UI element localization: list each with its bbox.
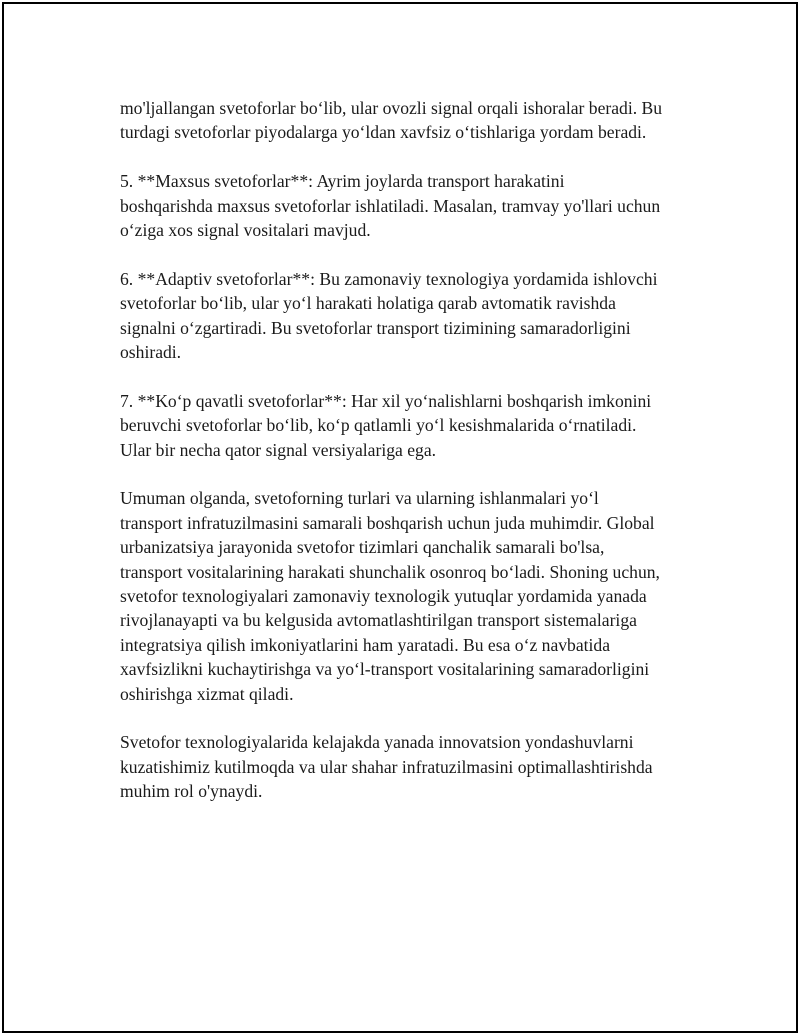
page-frame: [2, 2, 798, 1033]
paragraph-item-7: 7. **Ko‘p qavatli svetoforlar**: Har xil yo‘nalishlarni boshqarish imkonini beruvchi svetoforlar bo‘lib, ko‘p qatlamli yo‘l kesishmalarida o‘rnatiladi. Ular bir necha qator signal versiyalariga ega.: [120, 390, 652, 460]
document-body: [120, 96, 695, 828]
paragraph-item-6: 6. **Adaptiv svetoforlar**: Bu zamonaviy texnologiya yordamida ishlovchi svetoforlar bo‘lib, ular yo‘l harakati holatiga qarab avtomatik ravishda signalni o‘zgartiradi. Bu svetoforlar transport tizimining samaradorligini oshiradi.: [120, 268, 658, 363]
paragraph-conclusion: Svetofor texnologiyalarida kelajakda yanada innovatsion yondashuvlarni kuzatishimiz kutilmoqda va ular shahar infratuzilmasini optimallashtirishda muhim rol o'ynaydi.: [120, 732, 653, 802]
paragraph-intro-continuation: mo'ljallangan svetoforlar bo‘lib, ular ovozli signal orqali ishoralar beradi. Bu turdagi svetoforlar piyodalarga yo‘ldan xavfsiz o‘tishlariga yordam beradi.: [120, 98, 663, 143]
paragraph-summary: Umuman olganda, svetoforning turlari va ularning ishlanmalari yo‘l transport infratuzilmasini samarali boshqarish uchun juda muhimdir. Global urbanizatsiya jarayonida svetofor tizimlari qanchalik samarali bo'lsa, transport vositalarining harakati shunchalik osonroq bo‘ladi. Shoning uchun, svetofor texnologiyalari zamonaviy texnologik yutuqlar yordamida yanada rivojlanayapti va bu kelgusida avtomatlashtirilgan transport sistemalariga integratsiya qilish imkoniyatlarini ham yaratadi. Bu esa o‘z navbatida xavfsizlikni kuchaytirishga va yo‘l-transport vositalarining samaradorligini oshirishga xizmat qiladi.: [120, 488, 660, 704]
paragraph-item-5: 5. **Maxsus svetoforlar**: Ayrim joylarda transport harakatini boshqarishda maxsus svetoforlar ishlatiladi. Masalan, tramvay yo'llari uchun o‘ziga xos signal vositalari mavjud.: [120, 171, 661, 241]
